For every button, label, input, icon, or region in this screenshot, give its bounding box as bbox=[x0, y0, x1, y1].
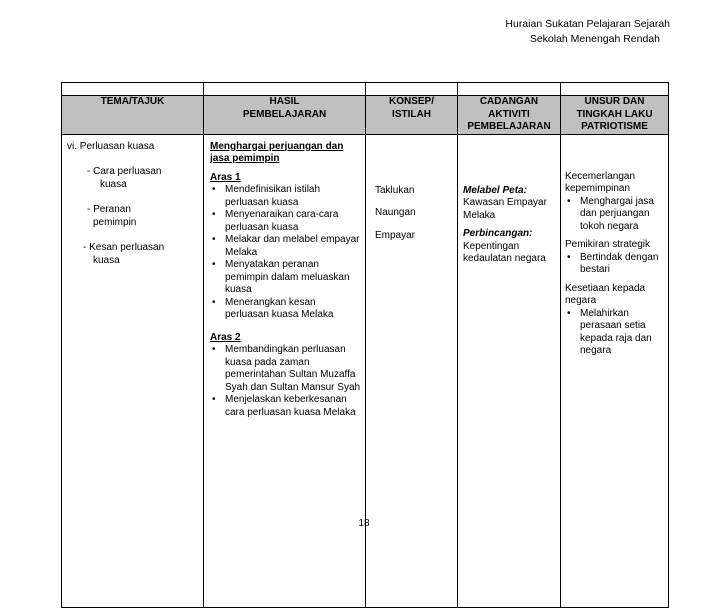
aras-2-item: • Menjelaskan keberkesanan cara perluasan kuasa Melaka bbox=[210, 394, 361, 419]
table-top-gap bbox=[62, 83, 669, 96]
tema-sub-1a: - Cara perluasan bbox=[87, 166, 162, 177]
aras-2-item: • Membandingkan perluasan kuasa pada zaman pemerintahan Sultan Muzaffa Syah dan Sultan Mansur Syah bbox=[210, 344, 361, 394]
hasil-cell bbox=[204, 134, 366, 607]
unsur-cell bbox=[561, 134, 669, 607]
col-header-konsep: KONSEP/ ISTILAH bbox=[366, 96, 458, 135]
col-header-unsur: UNSUR DAN TINGKAH LAKU PATRIOTISME bbox=[561, 96, 669, 135]
aras-1-title: Aras 1 bbox=[210, 171, 241, 183]
aras-1-item: • Melakar dan melabel empayar Melaka bbox=[210, 234, 361, 259]
unsur-item-2: • Bertindak dengan bestari bbox=[565, 252, 664, 277]
aras-1-item: • Menyenaraikan cara-cara perluasan kuasa bbox=[210, 209, 361, 234]
tema-sub-2a: - Peranan bbox=[87, 204, 131, 215]
tema-sub-3a: - Kesan perluasan bbox=[83, 242, 165, 253]
header-title: Huraian Sukatan Pelajaran Sejarah bbox=[505, 18, 670, 30]
unsur-group-1: Kecemerlangan kepemimpinan bbox=[565, 170, 636, 194]
cadangan-desc-1: Kawasan Empayar Melaka bbox=[463, 197, 547, 221]
cadangan-cell bbox=[458, 134, 561, 607]
unsur-item-1: • Menghargai jasa dan perjuangan tokoh negara bbox=[565, 196, 664, 234]
tema-sub-2b: pemimpin bbox=[93, 216, 137, 228]
cadangan-desc-2: Kepentingan kedaulatan negara bbox=[463, 240, 546, 264]
table-body-row bbox=[62, 134, 669, 607]
tema-cell bbox=[62, 134, 204, 607]
page-number: 18 bbox=[358, 518, 370, 529]
col-header-cadangan: CADANGAN AKTIVITI PEMBELAJARAN bbox=[458, 96, 561, 135]
aras-2-title: Aras 2 bbox=[210, 331, 241, 343]
tema-main: vi. Perluasan kuasa bbox=[67, 140, 155, 152]
aras-1-item: • Mendefinisikan istilah perluasan kuasa bbox=[210, 184, 361, 209]
cadangan-title-2: Perbincangan: bbox=[463, 228, 533, 239]
aras-1-item: • Menyatakan peranan pemimpin dalam meluaskan kuasa bbox=[210, 259, 361, 297]
tema-sub-1b: kuasa bbox=[100, 178, 127, 190]
unsur-group-3: Kesetiaan kepada negara bbox=[565, 282, 646, 306]
konsep-item: Naungan bbox=[375, 207, 416, 218]
unsur-group-2: Pemikiran strategik bbox=[565, 239, 651, 250]
header-subtitle: Sekolah Menengah Rendah bbox=[529, 33, 660, 45]
hasil-heading: Menghargai perjuangan dan jasa pemimpin bbox=[210, 140, 344, 164]
tema-sub-3b: kuasa bbox=[93, 254, 120, 266]
cadangan-title-1: Melabel Peta: bbox=[463, 184, 527, 196]
konsep-item: Empayar bbox=[375, 229, 416, 241]
unsur-item-3: • Melahirkan perasaan setia kepada raja dan negara bbox=[565, 308, 664, 358]
konsep-cell bbox=[366, 134, 458, 607]
table-header-row bbox=[62, 96, 669, 135]
col-header-hasil: HASIL PEMBELAJARAN bbox=[204, 96, 366, 135]
konsep-item: Taklukan bbox=[375, 184, 415, 196]
aras-1-item: • Menerangkan kesan perluasan kuasa Melaka bbox=[210, 297, 361, 322]
col-header-tema: TEMA/TAJUK bbox=[62, 96, 204, 135]
